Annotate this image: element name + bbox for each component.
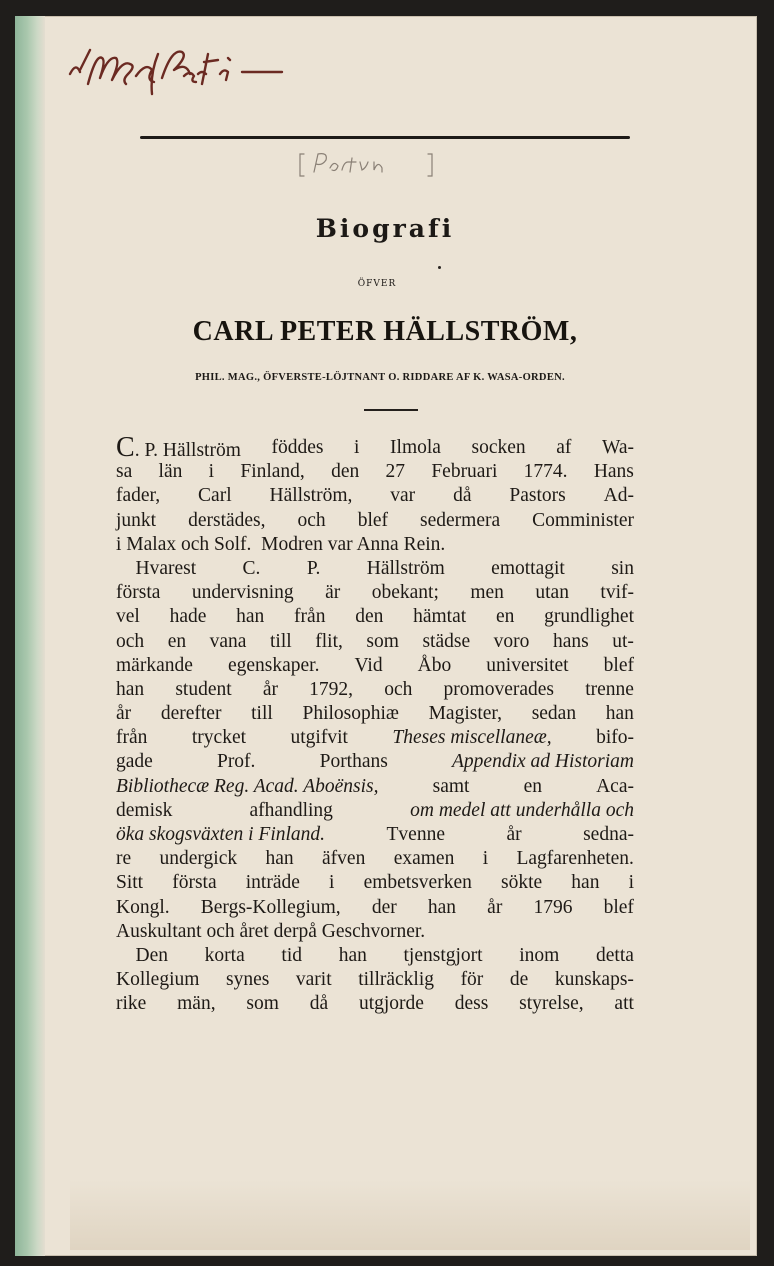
word: bifo- [596, 727, 634, 749]
word: undergick [159, 848, 238, 870]
word: tillräcklig [358, 969, 434, 991]
word: 27 [385, 461, 406, 483]
word: vel [116, 606, 140, 628]
word: dess [454, 993, 489, 1015]
word: utgjorde [358, 993, 424, 1015]
text-line [116, 630, 634, 654]
word: år [487, 896, 503, 918]
word: som [366, 630, 399, 652]
text-line [116, 992, 634, 1016]
word: i Malax och Solf. Modren var Anna Rein. [116, 533, 446, 555]
word: 1796 [533, 896, 573, 918]
word: som [246, 993, 279, 1015]
text-line [116, 654, 634, 678]
word: Sitt [116, 872, 144, 894]
word: en [523, 775, 542, 797]
word: är [325, 582, 341, 604]
word: flit, [315, 630, 343, 652]
word: Carl [198, 485, 232, 507]
word: öka skogsväxten i Finland. [116, 824, 326, 845]
word: blef [603, 654, 634, 676]
word: vana [209, 630, 247, 652]
word: en [167, 630, 187, 652]
word: från [294, 606, 326, 628]
word: och [384, 678, 413, 700]
word: män, [177, 993, 216, 1015]
word: län [158, 461, 183, 483]
word: promoverades [443, 678, 555, 700]
word: 1792, [309, 678, 354, 700]
text-line [116, 871, 634, 895]
word: sedermera [420, 509, 501, 531]
word: han [571, 872, 600, 894]
word: afhandling [249, 799, 333, 821]
word: hade [169, 606, 207, 628]
word: Bergs-Kollegium, [200, 896, 341, 918]
ofver-label: ÖFVER [357, 279, 397, 289]
word: hämtat [413, 606, 467, 628]
word: Theses miscellaneæ, [392, 727, 552, 749]
word: obekant; [371, 582, 439, 604]
word: demisk [116, 799, 173, 821]
word: han [236, 606, 265, 628]
text-line [116, 533, 634, 557]
word: kunskaps- [554, 969, 634, 991]
word: Magister, [428, 703, 503, 725]
word: examen [393, 848, 455, 870]
word: första [116, 582, 161, 604]
word: och [297, 509, 326, 531]
word: grundlighet [544, 606, 634, 628]
word: egenskaper. [227, 654, 320, 676]
word: varit [295, 969, 332, 991]
word: och [116, 630, 145, 652]
word: då [453, 485, 472, 507]
word: inom [519, 944, 560, 966]
subject-name: CARL PETER HÄLLSTRÖM, [192, 316, 578, 347]
word: Hvarest [116, 557, 197, 579]
word: var [390, 485, 416, 507]
word: sökte [501, 872, 543, 894]
biography-body [116, 432, 634, 1017]
word: derstädes, [188, 509, 266, 531]
word: Lagfarenheten. [516, 848, 634, 870]
word: i [329, 872, 335, 894]
word: sedan [531, 703, 577, 725]
green-spine-strip [15, 16, 45, 1256]
word: Ad- [603, 485, 634, 507]
word: den [355, 606, 384, 628]
word: han [116, 678, 145, 700]
text-line [116, 920, 634, 944]
word: han [427, 896, 457, 918]
word: men [470, 582, 504, 604]
text-line [116, 509, 634, 533]
word: embetsverken [363, 872, 472, 894]
word: 1774. [523, 461, 568, 483]
text-line [116, 799, 634, 823]
word: i [208, 461, 215, 483]
handwritten-annotation [66, 44, 306, 104]
word: Appendix ad Historiam [452, 751, 634, 773]
word: rike [116, 993, 147, 1015]
text-line [116, 432, 634, 463]
word: en [495, 606, 515, 628]
word: Åbo [417, 654, 452, 676]
word: C. [242, 557, 261, 579]
ornament-dot [438, 266, 441, 269]
word: den [331, 461, 360, 483]
word: till [270, 630, 292, 652]
word: styrelse, [519, 993, 584, 1015]
word: blef [357, 509, 389, 531]
word: socken [471, 437, 526, 458]
text-line [116, 605, 634, 629]
text-line [116, 678, 634, 702]
page-title: Biografi [315, 214, 455, 243]
word: de [509, 969, 529, 991]
word: undervisning [191, 582, 294, 604]
top-rule [140, 136, 630, 139]
word: synes [225, 969, 270, 991]
word: till [251, 703, 273, 725]
text-line [116, 726, 634, 750]
word: Porthans [319, 751, 388, 773]
word: år [262, 678, 278, 700]
word: hans [552, 630, 589, 652]
text-line [116, 823, 634, 847]
word: trycket [191, 727, 247, 749]
word: Februari [431, 461, 498, 483]
word: första [172, 872, 217, 894]
word: Hällström [366, 557, 445, 579]
word: han [605, 703, 634, 725]
word: Aca- [596, 775, 634, 797]
word: Prof. [216, 751, 256, 773]
text-line [116, 460, 634, 484]
text-line [116, 944, 634, 968]
word: Philosophiæ [302, 703, 399, 725]
word: år [116, 703, 132, 725]
word: Auskultant och året derpå Geschvorner. [116, 920, 426, 942]
word: Finland, [240, 461, 305, 483]
word: gade [116, 751, 153, 773]
pencil-bracket-note [298, 150, 434, 180]
subject-titles: PHIL. MAG., ÖFVERSTE-LÖJTNANT O. RIDDARE AF K. WASA-ORDEN. [195, 372, 565, 383]
word: märkande [116, 654, 193, 676]
text-line [116, 750, 634, 774]
word: sin [611, 557, 634, 579]
word: Pastors [509, 485, 566, 507]
word: Ilmola [390, 437, 441, 458]
word: blef [603, 896, 634, 918]
word: Vid [354, 654, 383, 676]
word: Kollegium [116, 969, 200, 991]
text-line [116, 557, 634, 581]
word: han [265, 848, 294, 870]
word: föddes [271, 437, 324, 458]
word: Wa- [601, 437, 634, 458]
text-line [116, 581, 634, 605]
word: Tvenne [386, 824, 445, 845]
text-line [116, 775, 634, 799]
word: han [338, 944, 367, 966]
word: voro [493, 630, 530, 652]
word: Kongl. [116, 896, 170, 918]
word: inträde [245, 872, 300, 894]
word: från [116, 727, 148, 749]
word: äfven [322, 848, 366, 870]
word: der [371, 896, 397, 918]
word: trenne [585, 678, 634, 700]
word: i [628, 872, 634, 894]
word: för [460, 969, 484, 991]
word: städse [422, 630, 471, 652]
word: universitet [486, 654, 569, 676]
text-line [116, 896, 634, 920]
word: ut- [612, 630, 634, 652]
text-line [116, 702, 634, 726]
word: af [556, 437, 572, 458]
word: utgifvit [290, 727, 348, 749]
word: junkt [116, 509, 157, 531]
word: tjenstgjort [403, 944, 483, 966]
word: Comminister [532, 509, 634, 531]
paper-stain [70, 1180, 750, 1250]
word: re [116, 848, 132, 870]
word: student [175, 678, 232, 700]
section-divider [364, 409, 418, 411]
word: Hans [593, 461, 634, 483]
word: att [614, 993, 634, 1015]
word: C. P. Hällström [116, 432, 241, 463]
word: sedna- [583, 824, 634, 845]
word: år [506, 824, 522, 845]
word: korta [204, 944, 245, 966]
word: i [354, 437, 360, 458]
word: då [309, 993, 329, 1015]
word: utan [535, 582, 569, 604]
text-line [116, 968, 634, 992]
word: om medel att underhålla och [410, 799, 634, 821]
word: derefter [160, 703, 222, 725]
word: fader, [116, 485, 161, 507]
text-line [116, 484, 634, 508]
word: detta [596, 944, 634, 966]
word: samt [432, 775, 470, 797]
word: sa [116, 461, 133, 483]
word: tid [281, 944, 303, 966]
word: i [482, 848, 489, 870]
text-line [116, 847, 634, 871]
word: Hällström, [269, 485, 353, 507]
word: tvif- [600, 582, 634, 604]
word: Bibliothecæ Reg. Acad. Aboënsis, [116, 775, 379, 797]
word: P. [306, 557, 321, 579]
word: Den [116, 944, 168, 966]
word: emottagit [491, 557, 565, 579]
